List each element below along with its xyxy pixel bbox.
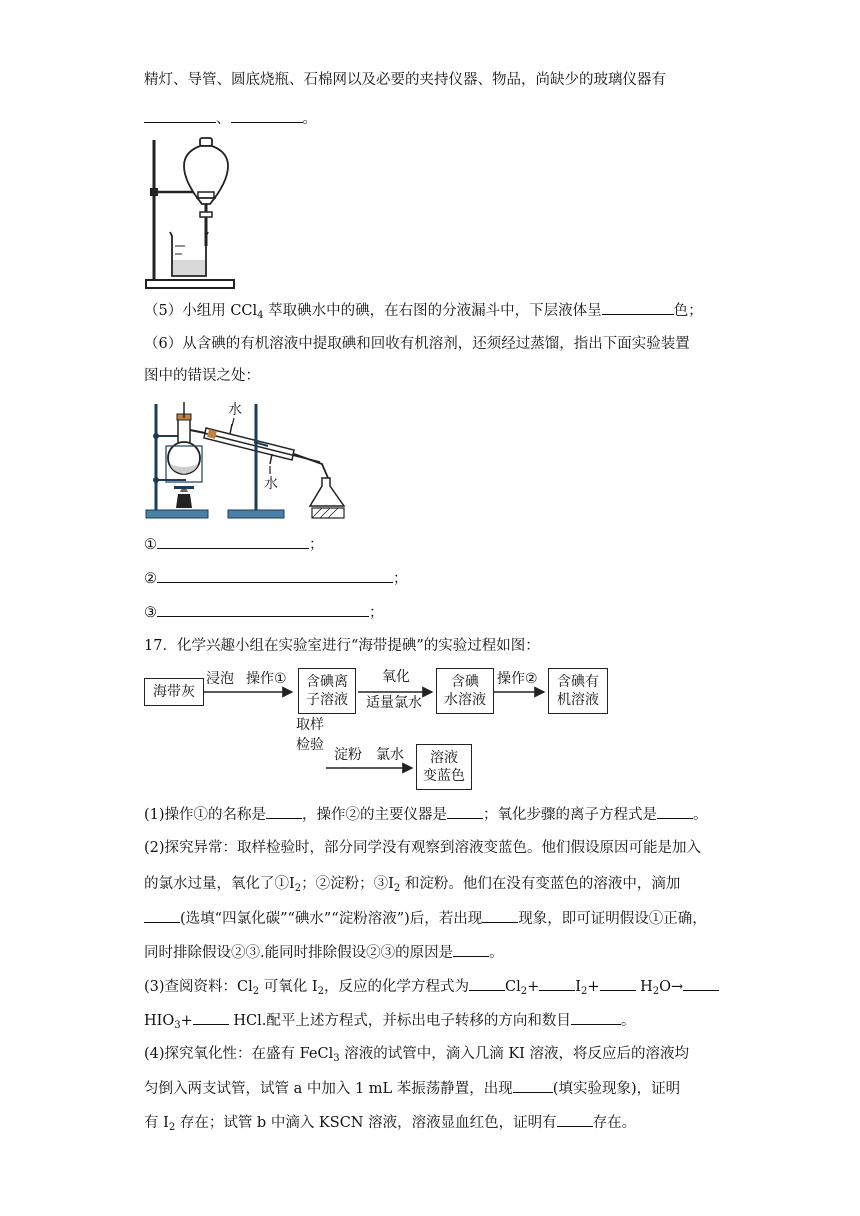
answer-blank[interactable] [266, 804, 302, 819]
q17-text: 17．化学兴趣小组在实验室进行“海带提碘”的实验过程如图： [144, 638, 540, 654]
flow-label-test: 检验 [296, 737, 324, 753]
flow-box-text: 含碘离 [306, 674, 348, 690]
flow-box-turns-blue [416, 744, 472, 790]
flow-label-operation-1: 操作① [246, 671, 287, 687]
q3-text: Cl [504, 979, 521, 995]
q1-text: (1)操作①的名称是 [144, 807, 267, 823]
q4-text: 存在；试管 b 中滴入 KSCN 溶液，溶液显血红色，证明有 [175, 1115, 557, 1131]
q5-text-a: （5）小组用 CCl [144, 303, 258, 319]
question-17-2-line2 [144, 874, 680, 894]
q3-text: 。 [620, 1013, 636, 1029]
circle-number-1: ① [144, 537, 157, 553]
q4-text: 溶液的试管中，滴入几滴 KI 溶液，将反应后的溶液均 [339, 1046, 689, 1062]
answer-blank[interactable] [657, 804, 693, 819]
q3-text: H [635, 979, 653, 995]
q3-text: + [180, 1013, 193, 1029]
q4-text: 匀倒入两支试管，试管 a 中加入 1 mL 苯振荡静置，出现 [144, 1081, 513, 1097]
semicolon: ； [393, 571, 408, 587]
water-in-label: 水 [228, 402, 242, 418]
coefficient-blank[interactable] [600, 976, 636, 991]
q3-text: HIO [144, 1013, 175, 1029]
subscript: 2 [520, 986, 528, 997]
q3-text: + [527, 979, 540, 995]
flow-box-text: 水溶液 [444, 692, 486, 708]
q4-text: (填实验现象)，证明 [552, 1081, 681, 1097]
semicolon: ； [309, 537, 324, 553]
flow-label-chlorine: 氯水 [376, 747, 404, 763]
answer-blank[interactable] [447, 804, 483, 819]
semicolon: ； [369, 605, 384, 621]
q1-text: 。 [693, 807, 708, 823]
answer-blank[interactable] [453, 942, 489, 957]
q2-text: 的氯水过量，氧化了①I [144, 876, 295, 892]
subscript: 2 [168, 1122, 176, 1133]
flow-box-iodide-solution [298, 668, 356, 714]
q3-text: + [587, 979, 600, 995]
question-17-3-line1 [144, 976, 719, 997]
flow-box-iodine-organic [548, 668, 608, 714]
answer-blank[interactable] [482, 908, 518, 923]
flow-box-text: 溶液 [430, 750, 458, 766]
q2-text: 同时排除假设②③.能同时排除假设②③的原因是 [144, 945, 454, 961]
q3-text: O→ [659, 979, 684, 995]
flow-label-oxidation: 氧化 [382, 669, 410, 685]
coefficient-blank[interactable] [469, 976, 505, 991]
answer-blank[interactable] [557, 1112, 593, 1127]
coefficient-blank[interactable] [683, 976, 719, 991]
q6-text-a: （6）从含碘的有机溶液中提取碘和回收有机溶剂，还须经过蒸馏，指出下面实验装置 [144, 336, 690, 352]
subscript: 2 [580, 986, 588, 997]
coefficient-blank[interactable] [539, 976, 575, 991]
question-17-4-line1 [144, 1044, 689, 1064]
flow-box-text: 变蓝色 [423, 768, 465, 784]
q5-text-b: 萃取碘水中的碘，在右图的分液漏斗中，下层液体呈 [263, 303, 602, 319]
separator: 、 [216, 111, 231, 127]
question-17-4-line2 [144, 1078, 680, 1099]
subscript: 2 [252, 986, 260, 997]
q4-text: (4)探究氧化性：在盛有 FeCl [144, 1046, 334, 1062]
flow-box-text: 含碘 [451, 674, 479, 690]
answer-blank[interactable] [571, 1010, 621, 1025]
flow-label-sample: 取样 [296, 717, 324, 733]
flow-box-text: 海带灰 [153, 684, 195, 700]
flow-box-text: 含碘有 [557, 674, 599, 690]
flow-box-text: 子溶液 [306, 692, 348, 708]
circle-number-2: ② [144, 571, 157, 587]
q1-text: ；氧化步骤的离子方程式是 [483, 807, 658, 823]
coefficient-blank[interactable] [193, 1010, 229, 1025]
flow-box-iodine-water [436, 668, 494, 714]
answer-blank[interactable] [513, 1078, 553, 1093]
water-out-label: 水 [264, 476, 278, 492]
subscript: 2 [393, 883, 401, 894]
flow-box-text: 机溶液 [557, 692, 599, 708]
q3-text: HCl.配平上述方程式，并标出电子转移的方向和数目 [228, 1013, 571, 1029]
question-17-3-line2 [144, 1010, 635, 1031]
subscript: 2 [652, 986, 660, 997]
question-17-2-line1 [144, 838, 701, 858]
q2-text: ；②淀粉；③I [301, 876, 394, 892]
q3-text: ，反应的化学方程式为 [323, 979, 469, 995]
subscript: 2 [294, 883, 302, 894]
flow-label-soak: 浸泡 [206, 671, 234, 687]
q2-text: 现象，即可证明假设①正确， [518, 911, 707, 927]
q2-text: 。 [489, 945, 504, 961]
subscript: 2 [317, 986, 324, 997]
question-17-1 [144, 804, 708, 825]
flow-box-kelp-ash [144, 678, 204, 706]
q3-text: 可氧化 I [259, 979, 318, 995]
flow-label-operation-2: 操作② [497, 671, 538, 687]
subscript: 3 [333, 1053, 340, 1064]
question-17-2-line3 [144, 908, 707, 929]
q2-text: (2)探究异常：取样检验时，部分同学没有观察到溶液变蓝色。他们假设原因可能是加入 [144, 840, 702, 856]
subscript: 4 [257, 310, 264, 321]
q1-text: ，操作②的主要仪器是 [302, 807, 448, 823]
q5-text-c: 色； [673, 303, 703, 319]
q6-text-b: 图中的错误之处： [144, 368, 260, 384]
q2-text: 和淀粉。他们在没有变蓝色的溶液中，滴加 [400, 876, 681, 892]
circle-number-3: ③ [144, 605, 157, 621]
flow-label-starch: 淀粉 [334, 747, 362, 763]
q4-text: 存在。 [592, 1115, 637, 1131]
question-17-4-line3 [144, 1112, 636, 1133]
q3-text: I [575, 979, 581, 995]
q3-text: (3)查阅资料：Cl [144, 979, 253, 995]
answer-blank[interactable] [144, 908, 180, 923]
q4-text: 有 I [144, 1115, 169, 1131]
period: 。 [302, 111, 317, 127]
flow-label-chlorine-water: 适量氯水 [366, 695, 422, 711]
q2-text: (选填“四氯化碳”“碘水”“淀粉溶液”)后，若出现 [180, 911, 483, 927]
intro-text: 精灯、导管、圆底烧瓶、石棉网以及必要的夹持仪器、物品，尚缺少的玻璃仪器有 [144, 72, 666, 88]
subscript: 3 [174, 1020, 181, 1031]
question-17-2-line4 [144, 942, 504, 963]
